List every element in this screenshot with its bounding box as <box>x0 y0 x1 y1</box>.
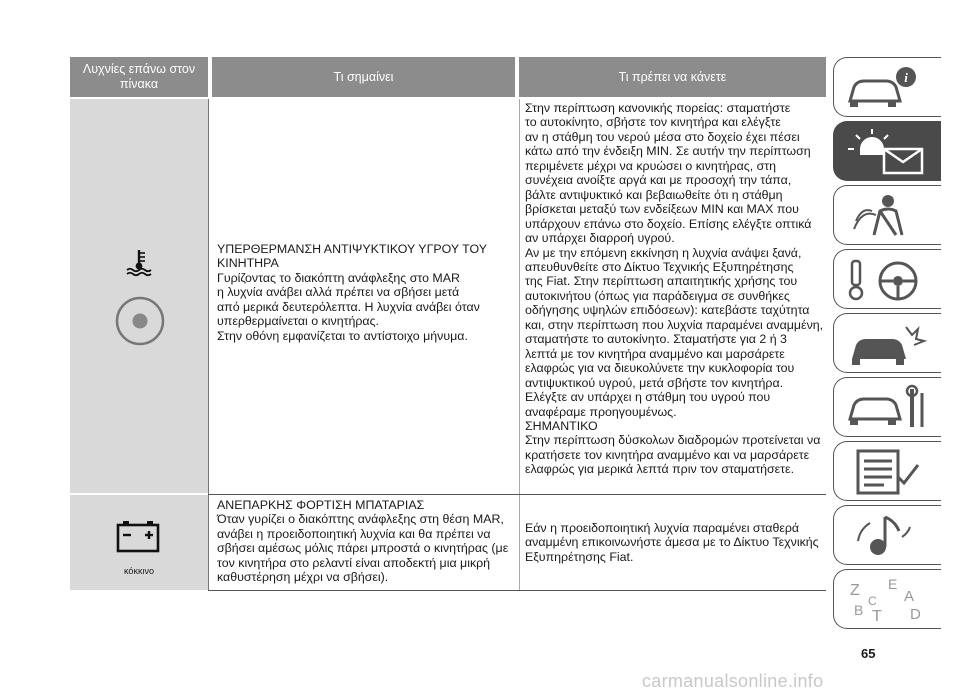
alphabet-index-icon <box>844 575 934 625</box>
index-tab[interactable] <box>833 569 941 629</box>
svg-text:T: T <box>872 608 882 625</box>
car-info-icon <box>844 63 934 111</box>
svg-text:A: A <box>904 588 915 605</box>
svg-text:B: B <box>854 602 864 618</box>
driving-tab[interactable] <box>833 249 941 309</box>
battery-action: Εάν η προειδοποιητική λυχνία παραμένει σταθερά αναμμένη επικοινωνήστε άμεσα με το Δίκτυο Τεχνικής Εξυπηρέτησης Fiat. <box>525 521 819 564</box>
battery-color-label: κόκκινο <box>124 566 154 576</box>
key-steering-wheel-icon <box>844 255 934 305</box>
svg-text:i: i <box>904 70 908 85</box>
header-action: Τι πρέπει να κάνετε <box>519 57 826 97</box>
car-crash-icon <box>844 319 934 369</box>
svg-text:Z: Z <box>850 582 860 599</box>
checklist-icon <box>844 447 934 497</box>
technical-data-tab[interactable] <box>833 441 941 501</box>
header-lights: Λυχνίες επάνω στον πίνακα <box>70 57 208 97</box>
page-number: 65 <box>861 646 876 661</box>
column-divider <box>519 99 520 590</box>
car-tools-icon <box>844 383 934 433</box>
safety-tab[interactable] <box>833 185 941 245</box>
svg-text:E: E <box>888 576 898 592</box>
battery-meaning: ΑΝΕΠΑΡΚΗΣ ΦΟΡΤΙΣΗ ΜΠΑΤΑΡΙΑΣ Όταν γυρίζει ο διακόπτης ανάφλεξης στη θέση MAR, ανάβει η προειδοποιητική λυχνία και θα πρέπει να σβήσει αμέσως μόλις πάρει μπροστά ο κινητήρας (με τον κινητήρα στο ρελαντί είναι αποδεκτή μια μικρή καθυστέρηση μέχρι να σβήσει). <box>217 498 509 585</box>
coolant-meaning: ΥΠΕΡΘΕΡΜΑΝΣΗ ΑΝΤΙΨΥΚΤΙΚΟΥ ΥΓΡΟΥ ΤΟΥ ΚΙΝΗΤΗΡΑ Γυρίζοντας το διακόπτη ανάφλεξης στο MAR η λυχνία ανάβει αλλά πρέπει να σβήσει μετά από μερικά δευτερόλεπτα. Η λυχνία ανάβει όταν υπερθερμαίνεται ο κινητήρας. Στην οθόνη εμφανίζεται το αντίστοιχο μήνυμα. <box>217 242 488 343</box>
maintenance-tab[interactable] <box>833 377 941 437</box>
emergency-tab[interactable] <box>833 313 941 373</box>
warning-light-envelope-icon <box>844 127 934 177</box>
coolant-temperature-icon <box>124 247 154 277</box>
header-meaning: Τι σημαίνει <box>212 57 515 97</box>
row-divider <box>208 590 826 591</box>
svg-text:C: C <box>868 594 877 608</box>
svg-text:D: D <box>910 606 921 623</box>
icon-cell-coolant <box>70 99 208 493</box>
warning-lights-tab[interactable] <box>833 121 941 181</box>
multimedia-tab[interactable] <box>833 505 941 565</box>
coolant-action: Στην περίπτωση κανονικής πορείας: σταματήστε το αυτοκίνητο, σβήστε τον κινητήρα και ελέγξτε αν η στάθμη του νερού μέσα στο δοχείο έχει πέσει κάτω από την ένδειξη MIN. Σε αυτήν την περίπτωση περιμένετε μέχρι να κρυώσει ο κινητήρας, στη συνέχεια ανοίξτε αργά και με προσοχή την τάπα, βάλτε αντιψυκτικό και βεβαιωθείτε ότι η στάθμη βρίσκεται μεταξύ των ενδείξεων MIN και MAX που υπάρχουν επάνω στο δοχείο. Επίσης ελέγξτε οπτικά αν υπάρχει διαρροή υγρού. Αν με την επόμενη εκκίνηση η λυχνία ανάψει ξανά, απευθυνθείτε στο Δίκτυο Τεχνικής Εξυπηρέτησης της Fiat. Στην περίπτωση απαιτητικής χρήσης του αυτοκινήτου (όπως για παράδειγμα σε συνθήκες οδήγησης υψηλών επιδόσεων): κατεβάστε ταχύτητα και, στην περίπτωση που λυχνία παραμένει αναμμένη, σταματήστε το αυτοκίνητο. Σταματήστε για 2 ή 3 λεπτά με τον κινητήρα αναμμένο και μαρσάρετε ελαφρώς για να διευκολύνετε την κυκλοφορία του αντιψυκτικού υγρού, μετά σβήστε τον κινητήρα. Ελέγξτε αν υπάρχει η στάθμη του υγρού που αναφέραμε προηγουμένως. ΣΗΜΑΝΤΙΚΟ Στην περίπτωση δύσκολων διαδρομών προτείνεται να κρατήσετε τον κινητήρα αναμμένο και να μαρσάρετε ελαφρώς για μερικά λεπτά πριν τον σταματήσετε. <box>525 101 824 477</box>
watermark: carmanualsonline.info <box>642 671 824 691</box>
battery-icon <box>116 517 160 555</box>
car-info-tab[interactable] <box>833 57 941 117</box>
warning-light-circle-icon <box>114 295 166 347</box>
column-divider <box>208 99 209 590</box>
seatbelt-airbag-icon <box>844 191 934 241</box>
music-note-icon <box>844 511 934 561</box>
row-divider <box>208 494 826 495</box>
